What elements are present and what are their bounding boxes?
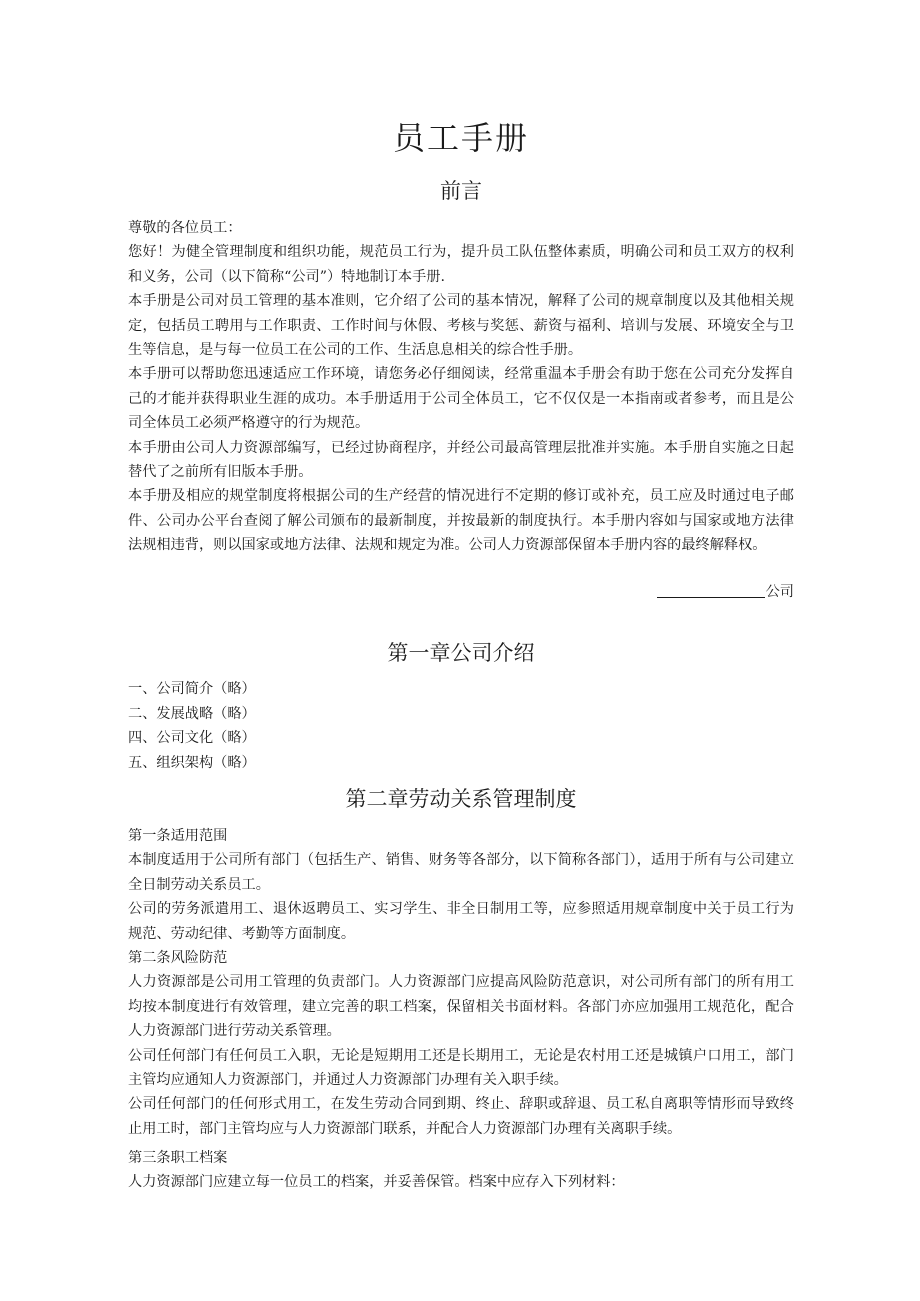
preface-paragraph: 本手册可以帮助您迅速适应工作环境，请您务必仔细阅读，经常重温本手册会有助于您在公司充分发挥自己的才能并获得职业生涯的成功。本手册适用于公司全体员工，它不仅仅是一本指南或者参考，而且是公司全体员工必须严格遵守的行为规范。 (128, 366, 794, 432)
chapter1-item: 二、发展战略（略） (128, 705, 256, 722)
preface-paragraph: 本手册及相应的规堂制度将根据公司的生产经营的情况进行不定期的修订或补充，员工应及时通过电子邮件、公司办公平台查阅了解公司颁布的最新制度，并按最新的制度执行。本手册内容如与国家或地方法律法规相违背，则以国家或地方法律、法规和规定为准。公司人力资源部保留本手册内容的最终解释权。 (128, 488, 794, 554)
preface-paragraph: 本手册是公司对员工管理的基本准则，它介绍了公司的基本情况，解释了公司的规章制度以及其他相关规定，包括员工聘用与工作职责、工作时间与休假、考核与奖惩、薪资与福利、培训与发展、环境安全与卫生等信息，是与每一位员工在公司的工作、生活息息相关的综合性手册。 (128, 293, 794, 359)
chapter2-paragraph: 人力资源部是公司用工管理的负责部门。人力资源部门应提高风险防范意识，对公司所有部门的所有用工均按本制度进行有效管理，建立完善的职工档案，保留相关书面材料。各部门亦应加强用工规范化，配合人力资源部门进行劳动关系管理。 (128, 974, 794, 1040)
article3-title: 第三条职工档案 (128, 1150, 228, 1166)
signature-line (657, 580, 794, 604)
chapter2-paragraph: 公司的劳务派遣用工、退休返聘员工、实习学生、非全日制用工等，应参照适用规章制度中关于员工行为规范、劳动纪律、考勤等方面制度。 (128, 901, 794, 942)
preface-paragraph: 本手册由公司人力资源部编写，已经过协商程序，并经公司最高管理层批准并实施。本手册自实施之日起替代了之前所有旧版本手册。 (128, 439, 794, 481)
preface-paragraph: 尊敬的各位员工： (128, 220, 242, 236)
chapter2-paragraph: 本制度适用于公司所有部门（包括生产、销售、财务等各部分，以下简称各部门），适用于所有与公司建立全日制劳动关系员工。 (128, 852, 794, 893)
preface-paragraph: 您好！为健全管理制度和组织功能，规范员工行为，提升员工队伍整体素质，明确公司和员工双方的权利和义务，公司（以下简称“公司”）特地制订本手册. (128, 244, 794, 285)
signature-company: 公司 (765, 584, 794, 600)
preface-body (128, 216, 794, 558)
chapter2-paragraph: 第二条风险防范 (128, 950, 228, 967)
chapter2-paragraph: 第一条适用范围 (128, 828, 228, 844)
chapter1-item: 一、公司简介（略） (128, 681, 256, 697)
preface-heading: 前言 (440, 179, 482, 203)
signature-blank (657, 597, 765, 598)
chapter1-item: 四、公司文化（略） (128, 730, 256, 747)
chapter2-heading: 第二章劳动关系管理制度 (345, 787, 577, 811)
chapter2-paragraph: 公司任何部门有任何员工入职，无论是短期用工还是长期用工，无论是农村用工还是城镇户口用工，部门主管均应通知人力资源部门，并通过人力资源部门办理有关入职手续。 (128, 1047, 794, 1089)
article3 (128, 1146, 794, 1195)
article3-text: 人力资源部门应建立每一位员工的档案，并妥善保管。档案中应存入下列材料： (128, 1174, 625, 1191)
chapter2-paragraph: 公司任何部门的任何形式用工，在发生劳动合同到期、终止、辞职或辞退、员工私自离职等情形而导致终止用工时，部门主管均应与人力资源部门联系，并配合人力资源部门办理有关离职手续。 (128, 1096, 794, 1137)
chapter1-item: 五、组织架构（略） (128, 754, 256, 771)
chapter1-list (128, 677, 256, 775)
document-title: 员工手册 (392, 119, 529, 157)
chapter1-heading: 第一章公司介绍 (387, 641, 535, 665)
chapter2-body (128, 824, 794, 1141)
